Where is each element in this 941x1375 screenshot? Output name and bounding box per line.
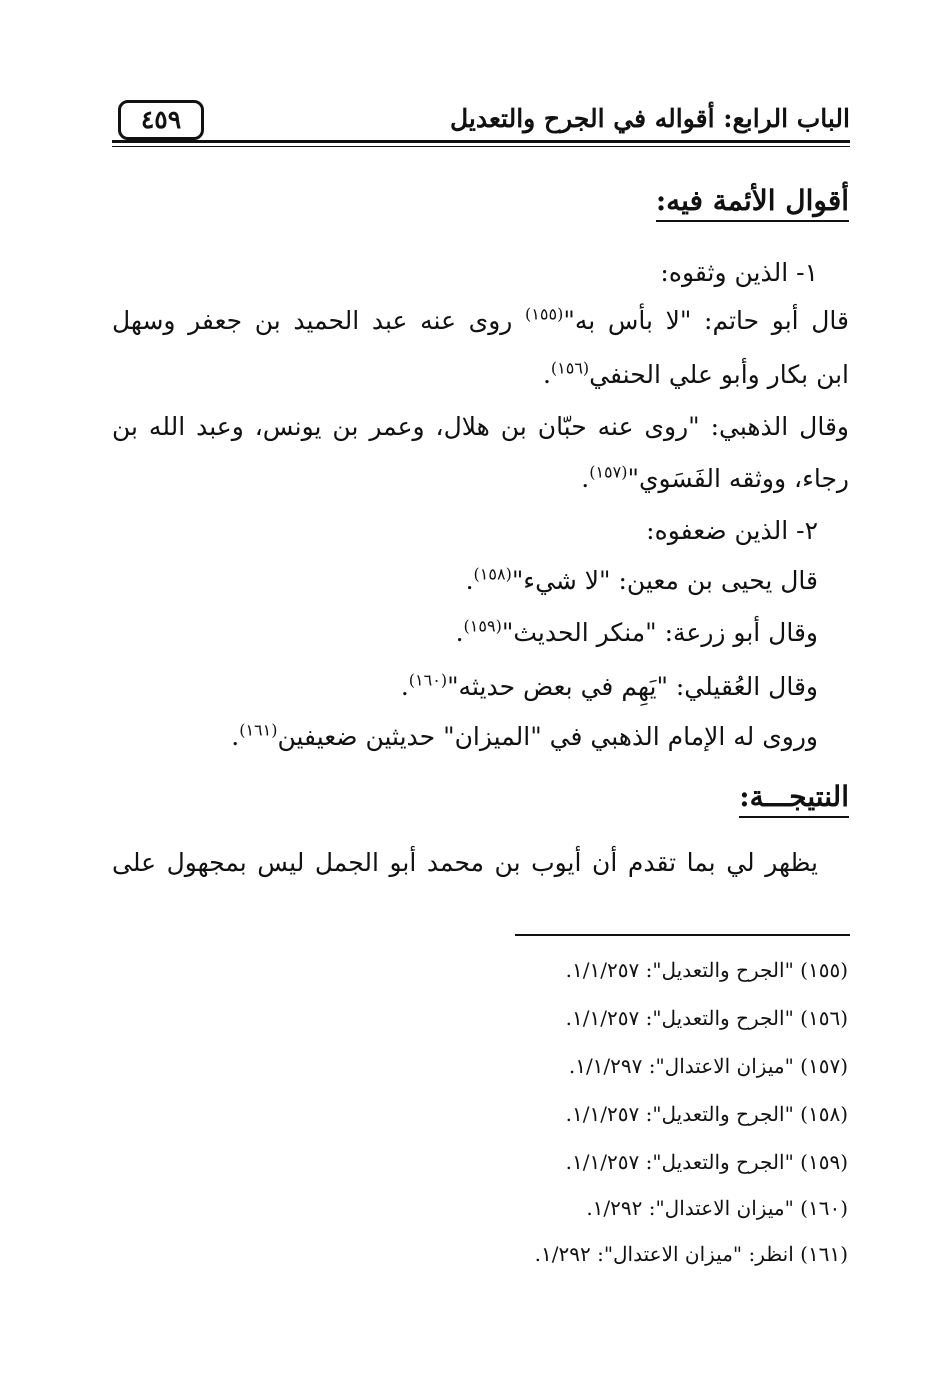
body-line-9-end: . xyxy=(400,672,409,701)
body-line-6: ٢- الذين ضعفوه: xyxy=(646,516,818,545)
footnote-ref-160: (١٦٠) xyxy=(408,670,448,690)
chapter-title: الباب الرابع: أقواله في الجرح والتعديل xyxy=(449,104,850,133)
body-line-10 xyxy=(231,722,818,751)
footnote-159: (١٥٩) "الجرح والتعديل": ١/١/٢٥٧. xyxy=(565,1150,848,1174)
body-line-11: يظهر لي بما تقدم أن أيوب بن محمد أبو الجمل ليس بمجهول على xyxy=(112,848,818,877)
footnote-157: (١٥٧) "ميزان الاعتدال": ١/١/٢٩٧. xyxy=(568,1054,848,1078)
footnote-158: (١٥٨) "الجرح والتعديل": ١/١/٢٥٧. xyxy=(565,1102,848,1126)
footnote-ref-157: (١٥٧) xyxy=(589,462,628,482)
body-line-5 xyxy=(581,464,849,493)
footnote-ref-155: (١٥٥) xyxy=(525,304,564,324)
body-line-10-text: وروى له الإمام الذهبي في "الميزان" حديثين ضعيفين xyxy=(277,722,818,751)
body-line-8-text: وقال أبو زرعة: "منكر الحديث" xyxy=(501,618,818,647)
body-line-2-text: قال أبو حاتم: "لا بأس به" xyxy=(563,306,849,335)
body-line-5-text: رجاء، ووثقه الفَسَوي" xyxy=(627,464,849,493)
page-number: ٤٥٩ xyxy=(118,100,204,140)
header-rule xyxy=(112,140,850,143)
body-line-2-rest: روى عنه عبد الحميد بن جعفر وسهل xyxy=(112,306,526,335)
footnote-156: (١٥٦) "الجرح والتعديل": ١/١/٢٥٧. xyxy=(565,1006,848,1030)
body-line-10-end: . xyxy=(231,722,240,751)
footnote-ref-159: (١٥٩) xyxy=(463,616,502,636)
footnote-ref-156: (١٥٦) xyxy=(550,358,590,378)
body-line-7-text: قال يحيى بن معين: "لا شيء" xyxy=(511,566,818,595)
section-heading-imams: أقوال الأئمة فيه: xyxy=(656,184,849,222)
footnote-160: (١٦٠) "ميزان الاعتدال": ١/٢٩٢. xyxy=(586,1196,848,1220)
body-line-7-end: . xyxy=(465,566,474,595)
footnote-ref-161: (١٦١) xyxy=(239,720,278,740)
section-heading-result: النتيجـــة: xyxy=(739,780,849,818)
body-line-7 xyxy=(466,566,818,595)
body-line-8 xyxy=(456,618,818,647)
footnote-separator xyxy=(515,934,850,936)
body-line-2 xyxy=(112,306,849,335)
body-line-4: وقال الذهبي: "روى عنه حبّان بن هلال، وعمر بن يونس، وعبد الله بن xyxy=(112,412,849,441)
footnote-155: (١٥٥) "الجرح والتعديل": ١/١/٢٥٧. xyxy=(565,958,848,982)
body-line-3-end: . xyxy=(542,360,551,389)
body-line-3-text: ابن بكار وأبو علي الحنفي xyxy=(589,360,849,389)
footnote-ref-158: (١٥٨) xyxy=(473,564,512,584)
header-rule-thin xyxy=(112,146,850,147)
footnote-161: (١٦١) انظر: "ميزان الاعتدال": ١/٢٩٢. xyxy=(534,1242,848,1266)
body-line-1: ١- الذين وثقوه: xyxy=(660,258,818,287)
body-line-8-end: . xyxy=(455,618,464,647)
body-line-5-end: . xyxy=(581,464,590,493)
body-line-3 xyxy=(543,360,849,389)
body-line-9-text: وقال العُقيلي: "يَهِم في بعض حديثه" xyxy=(447,672,818,701)
page-header xyxy=(112,96,850,146)
body-line-9 xyxy=(401,672,818,701)
